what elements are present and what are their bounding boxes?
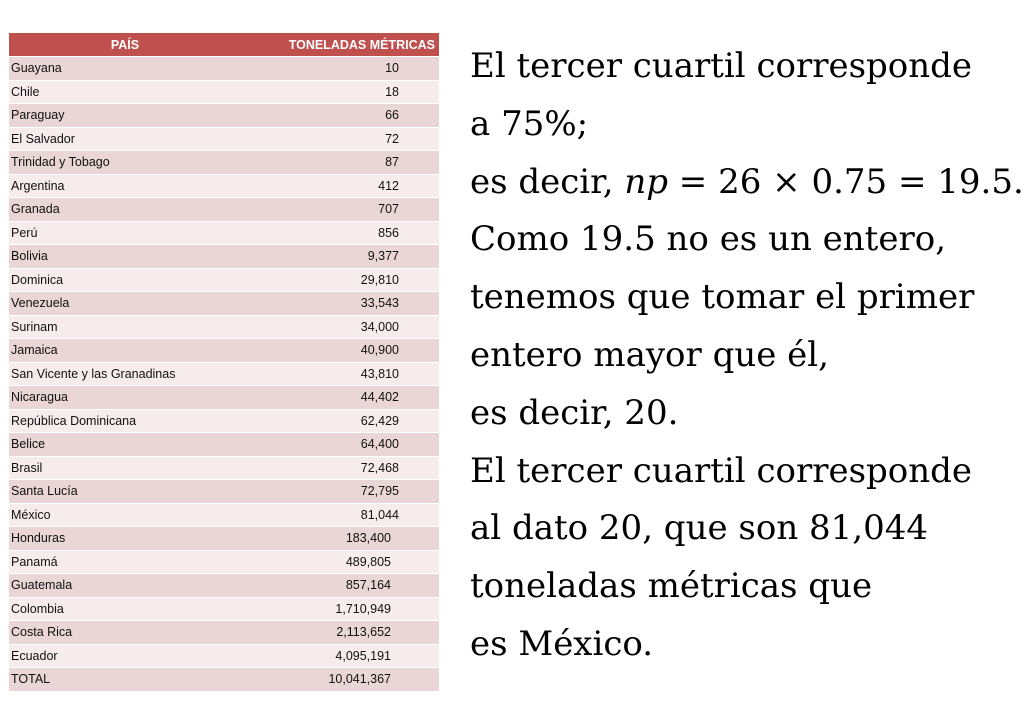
country-cell: Brasil (9, 456, 261, 480)
tons-cell: 34,000 (261, 315, 439, 339)
table-row (9, 644, 439, 668)
table-row (9, 104, 439, 128)
table-row (9, 668, 439, 692)
tons-cell: 18 (261, 80, 439, 104)
table-row (9, 527, 439, 551)
table-row (9, 503, 439, 527)
tons-cell: 72 (261, 127, 439, 151)
tons-cell: 64,400 (261, 433, 439, 457)
tons-cell: 707 (261, 198, 439, 222)
table-row (9, 386, 439, 410)
explanation-line: entero mayor que él, (470, 334, 829, 375)
tons-cell: 43,810 (261, 362, 439, 386)
tons-cell: 40,900 (261, 339, 439, 363)
table-row (9, 57, 439, 81)
tons-cell: 856 (261, 221, 439, 245)
table-row (9, 574, 439, 598)
tons-cell: 62,429 (261, 409, 439, 433)
table-row (9, 198, 439, 222)
explanation-line: El tercer cuartil corresponde (470, 450, 973, 491)
column-header-country: PAÍS (9, 33, 261, 57)
explanation-line-formula (470, 154, 1024, 212)
tons-cell: 489,805 (261, 550, 439, 574)
country-cell: México (9, 503, 261, 527)
tons-cell: 10 (261, 57, 439, 81)
tons-cell: 183,400 (261, 527, 439, 551)
table-row (9, 174, 439, 198)
table-row (9, 621, 439, 645)
country-cell: El Salvador (9, 127, 261, 151)
country-cell: Bolivia (9, 245, 261, 269)
country-cell: Guatemala (9, 574, 261, 598)
tons-cell: 1,710,949 (261, 597, 439, 621)
country-cell: Granada (9, 198, 261, 222)
country-cell: Ecuador (9, 644, 261, 668)
country-cell: TOTAL (9, 668, 261, 692)
column-header-tons: TONELADAS MÉTRICAS (261, 33, 439, 57)
table-row (9, 597, 439, 621)
table-header-row (9, 33, 439, 57)
tons-cell: 9,377 (261, 245, 439, 269)
table-row (9, 433, 439, 457)
table-row (9, 315, 439, 339)
tons-cell: 10,041,367 (261, 668, 439, 692)
country-cell: Paraguay (9, 104, 261, 128)
country-cell: Trinidad y Tobago (9, 151, 261, 175)
explanation-line: es decir, 20. (470, 392, 679, 433)
tons-cell: 66 (261, 104, 439, 128)
table-row (9, 456, 439, 480)
tons-cell: 72,468 (261, 456, 439, 480)
country-cell: Panamá (9, 550, 261, 574)
country-cell: Guayana (9, 57, 261, 81)
tons-cell: 412 (261, 174, 439, 198)
explanation-line: El tercer cuartil corresponde (470, 46, 973, 86)
explanation-text (470, 38, 1024, 674)
tons-cell: 72,795 (261, 480, 439, 504)
explanation-line: tenemos que tomar el primer (470, 277, 975, 318)
explanation-line: a 75%; (470, 103, 589, 144)
country-cell: Honduras (9, 527, 261, 551)
table-row (9, 245, 439, 269)
table-row (9, 151, 439, 175)
formula-expression: = 26 × 0.75 = 19.5. (667, 161, 1024, 202)
explanation-line: al dato 20, que son 81,044 (470, 508, 928, 549)
country-cell: República Dominicana (9, 409, 261, 433)
formula-variable: np (624, 161, 668, 202)
country-cell: Dominica (9, 268, 261, 292)
country-cell: Surinam (9, 315, 261, 339)
country-cell: Chile (9, 80, 261, 104)
table-row (9, 409, 439, 433)
country-cell: Argentina (9, 174, 261, 198)
table-row (9, 292, 439, 316)
explanation-line: Como 19.5 no es un entero, (470, 219, 946, 260)
tons-cell: 33,543 (261, 292, 439, 316)
explanation-line: toneladas métricas que (470, 566, 873, 607)
tons-cell: 81,044 (261, 503, 439, 527)
tons-cell: 44,402 (261, 386, 439, 410)
data-table (9, 33, 439, 692)
tons-cell: 4,095,191 (261, 644, 439, 668)
country-cell: Costa Rica (9, 621, 261, 645)
table-row (9, 480, 439, 504)
tons-cell: 857,164 (261, 574, 439, 598)
formula-prefix: es decir, (470, 161, 625, 202)
table-row (9, 221, 439, 245)
country-cell: Perú (9, 221, 261, 245)
country-cell: Venezuela (9, 292, 261, 316)
country-cell: San Vicente y las Granadinas (9, 362, 261, 386)
explanation-line: es México. (470, 623, 654, 664)
table-row (9, 362, 439, 386)
country-cell: Belice (9, 433, 261, 457)
tons-cell: 2,113,652 (261, 621, 439, 645)
tons-cell: 87 (261, 151, 439, 175)
table-row (9, 550, 439, 574)
tons-cell: 29,810 (261, 268, 439, 292)
table-row (9, 80, 439, 104)
country-cell: Colombia (9, 597, 261, 621)
country-cell: Nicaragua (9, 386, 261, 410)
country-cell: Jamaica (9, 339, 261, 363)
table-row (9, 268, 439, 292)
table-row (9, 127, 439, 151)
table-row (9, 339, 439, 363)
country-cell: Santa Lucía (9, 480, 261, 504)
